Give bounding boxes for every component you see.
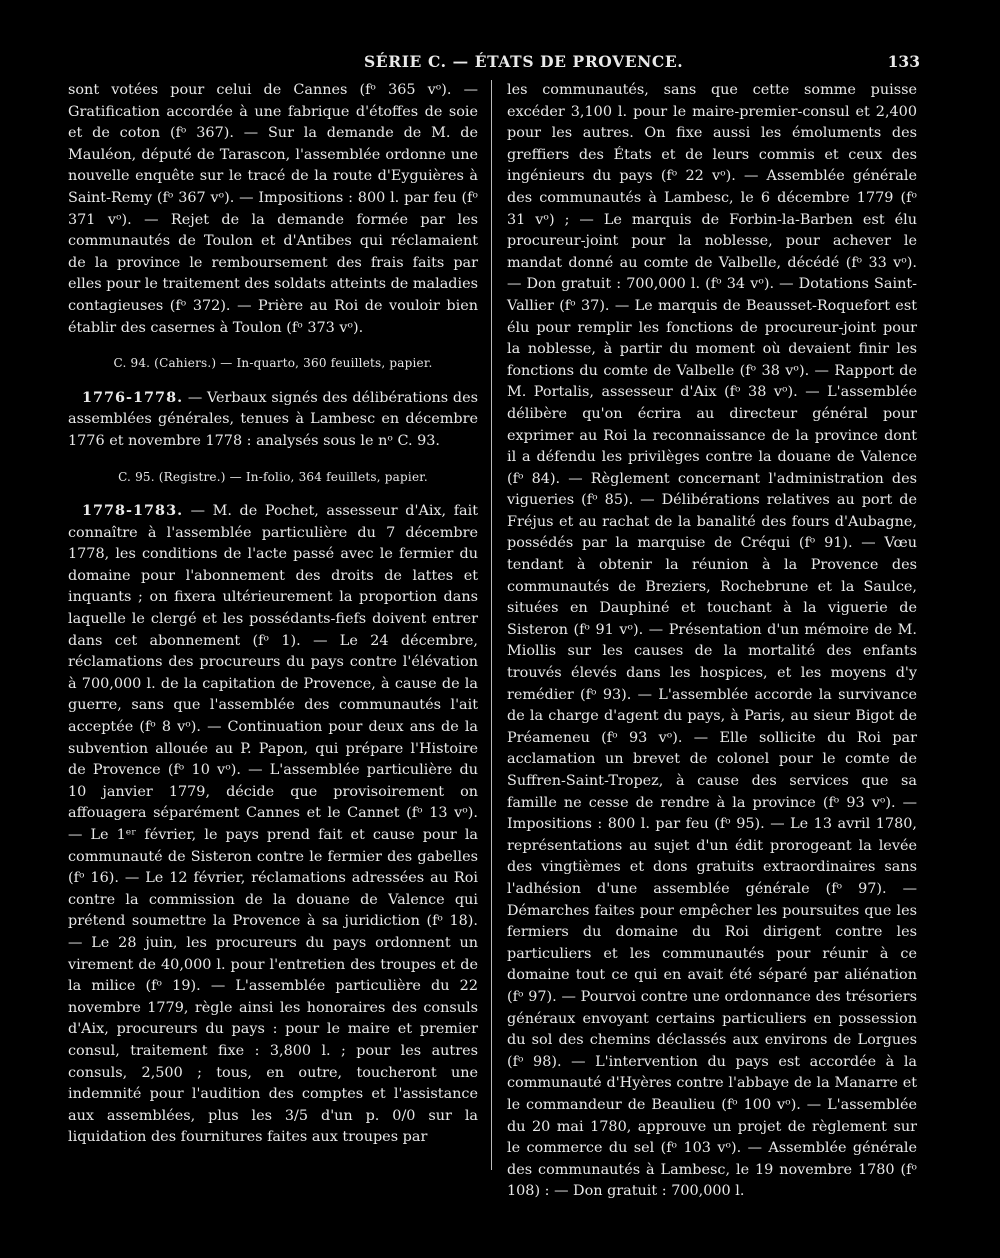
running-header: [64, 52, 924, 76]
page-number: 133: [887, 52, 920, 71]
right-paragraph: les communautés, sans que cette somme puisse excéder 3,100 l. pour le maire-premier-consul et 2,400 pour les autres. On fixe aussi les émoluments des greffiers des États et de leurs commis et ceux des ingénieurs du pays (fᵒ 22 vᵒ). — Assemblée générale des communautés à Lambesc, le 6 décembre 1779 (fᵒ 31 vᵒ) ; — Le marquis de Forbin-la-Barben est élu procureur-joint pour la noblesse, pour achever le mandat donné au comte de Valbelle, décédé (fᵒ 33 vᵒ). — Don gratuit : 700,000 l. (fᵒ 34 vᵒ). — Dotations Saint-Vallier (fᵒ 37). — Le marquis de Beausset-Roquefort est élu pour remplir les fonctions de procureur-joint pour la noblesse, à partir du moment où devaient finir les fonctions du comte de Valbelle (fᵒ 38 vᵒ). — Rapport de M. Portalis, assesseur d'Aix (fᵒ 38 vᵒ). — L'assemblée délibère qu'on écrira au directeur général pour exprimer au Roi la reconnaissance de la province dont il a défendu les privilèges contre la douane de Valence (fᵒ 84). — Règlement concernant l'administration des vigueries (fᵒ 85). — Délibérations relatives au port de Fréjus et au rachat de la banalité des fours d'Aubagne, possédés par la marquise de Créqui (fᵒ 91). — Vœu tendant à obtenir la réunion à la Provence des communautés de Breziers, Rochebrune et la Saulce, situées en Dauphiné et touchant à la viguerie de Sisteron (fᵒ 91 vᵒ). — Présentation d'un mémoire de M. Miollis sur les causes de la mortalité des enfants trouvés élevés dans les hospices, et les moyens d'y remédier (fᵒ 93). — L'assemblée accorde la survivance de la charge d'agent du pays, à Paris, au sieur Bigot de Préameneu (fᵒ 93 vᵒ). — Elle sollicite du Roi par acclamation un brevet de colonel pour le comte de Suffren-Saint-Tropez, à cause des services que sa famille ne cesse de rendre à la province (fᵒ 93 vᵒ). — Impositions : 800 l. par feu (fᵒ 95). — Le 13 avril 1780, représentations au sujet d'un édit prorogeant la levée des vingtièmes et dons gratuits extraordinaires sans l'adhésion d'une assemblée générale (fᵒ 97). — Démarches faites pour empêcher les poursuites que les fermiers du domaine du Roi dirigent contre les particuliers et les communautés pour réunir à ce domaine tout ce qui en avait été séparé par aliénation (fᵒ 97). — Pourvoi contre une ordonnance des trésoriers généraux envoyant certains particuliers en possession du sol des chemins déclassés aux environs de Lorgues (fᵒ 98). — L'intervention du pays est accordée à la communauté d'Hyères contre l'abbaye de la Manarre et le commandeur de Beaulieu (fᵒ 100 vᵒ). — L'assemblée du 20 mai 1780, approuve un projet de règlement sur le commerce du sel (fᵒ 103 vᵒ). — Assemblée générale des communautés à Lambesc, le 19 novembre 1780 (fᵒ 108) : — Don gratuit : 700,000 l.: [507, 82, 917, 1200]
entry-1778-1783: [68, 500, 478, 1149]
archive-reference-c95: C. 95. (Registre.) — In-folio, 364 feuillets, papier.: [118, 469, 428, 484]
entry-text: — M. de Pochet, assesseur d'Aix, fait connaître à l'assemblée particulière du 7 décembre 1778, les conditions de l'acte passé avec le fermier du domaine pour l'abonnement des droits de lattes et inquants ; on fixera ultérieurement la proportion dans laquelle le clergé et les possédants-fiefs doivent entrer dans cet abonnement (fᵒ 1). — Le 24 décembre, réclamations des procureurs du pays contre l'élévation à 700,000 l. de la capitation de Provence, à cause de la guerre, sans que l'assemblée des communautés l'ait acceptée (fᵒ 8 vᵒ). — Continuation pour deux ans de la subvention allouée au P. Papon, qui prépare l'Histoire de Provence (fᵒ 10 vᵒ). — L'assemblée particulière du 10 janvier 1779, décide que provisoirement on affouagera séparément Cannes et le Cannet (fᵒ 13 vᵒ). — Le 1ᵉʳ février, le pays prend fait et cause pour la communauté de Sisteron contre le fermier des gabelles (fᵒ 16). — Le 12 février, réclamations adressées au Roi contre la commission de la douane de Valence qui prétend soumettre la Provence à sa juridiction (fᵒ 18). — Le 28 juin, les procureurs du pays ordonnent un virement de 40,000 l. pour l'entretien des troupes et de la milice (fᵒ 19). — L'assemblée particulière du 22 novembre 1779, règle ainsi les honoraires des consuls d'Aix, procureurs du pays : pour le maire et premier consul, traitement fixe : 3,800 l. ; pour les autres consuls, 2,500 ; tous, en outre, toucheront une indemnité pour l'audition des comptes et l'assistance aux assemblées, plus les 3/5 d'un p. 0/0 sur la liquidation des fournitures faites aux troupes par: [68, 503, 478, 1146]
entry-date: 1778-1783.: [82, 502, 184, 520]
column-divider: [491, 80, 492, 1170]
entry-text: — Verbaux signés des délibérations des assemblées générales, tenues à Lambesc en décembre 1776 et novembre 1778 : analysés sous le nᵒ C. 93.: [68, 389, 478, 449]
left-paragraph-continuation: sont votées pour celui de Cannes (fᵒ 365 vᵒ). — Gratification accordée à une fabrique d'étoffes de soie et de coton (fᵒ 367). — Sur la demande de M. de Mauléon, député de Tarascon, l'assemblée ordonne une nouvelle enquête sur le tracé de la route d'Eyguières à Saint-Remy (fᵒ 367 vᵒ). — Impositions : 800 l. par feu (fᵒ 371 vᵒ). — Rejet de la demande formée par les communautés de Toulon et d'Antibes qui réclamaient de la province le remboursement des frais faits par elles pour le traitement des soldats atteints de maladies contagieuses (fᵒ 372). — Prière au Roi de vouloir bien établir des casernes à Toulon (fᵒ 373 vᵒ).: [68, 82, 478, 336]
right-column: [507, 80, 917, 1203]
entry-date: 1776-1778.: [82, 388, 184, 406]
left-column: [68, 80, 478, 1149]
archive-reference-c94: C. 94. (Cahiers.) — In-quarto, 360 feuillets, papier.: [113, 356, 433, 371]
entry-1776-1778: [68, 387, 478, 453]
series-title: SÉRIE C. — ÉTATS DE PROVENCE.: [364, 52, 684, 71]
